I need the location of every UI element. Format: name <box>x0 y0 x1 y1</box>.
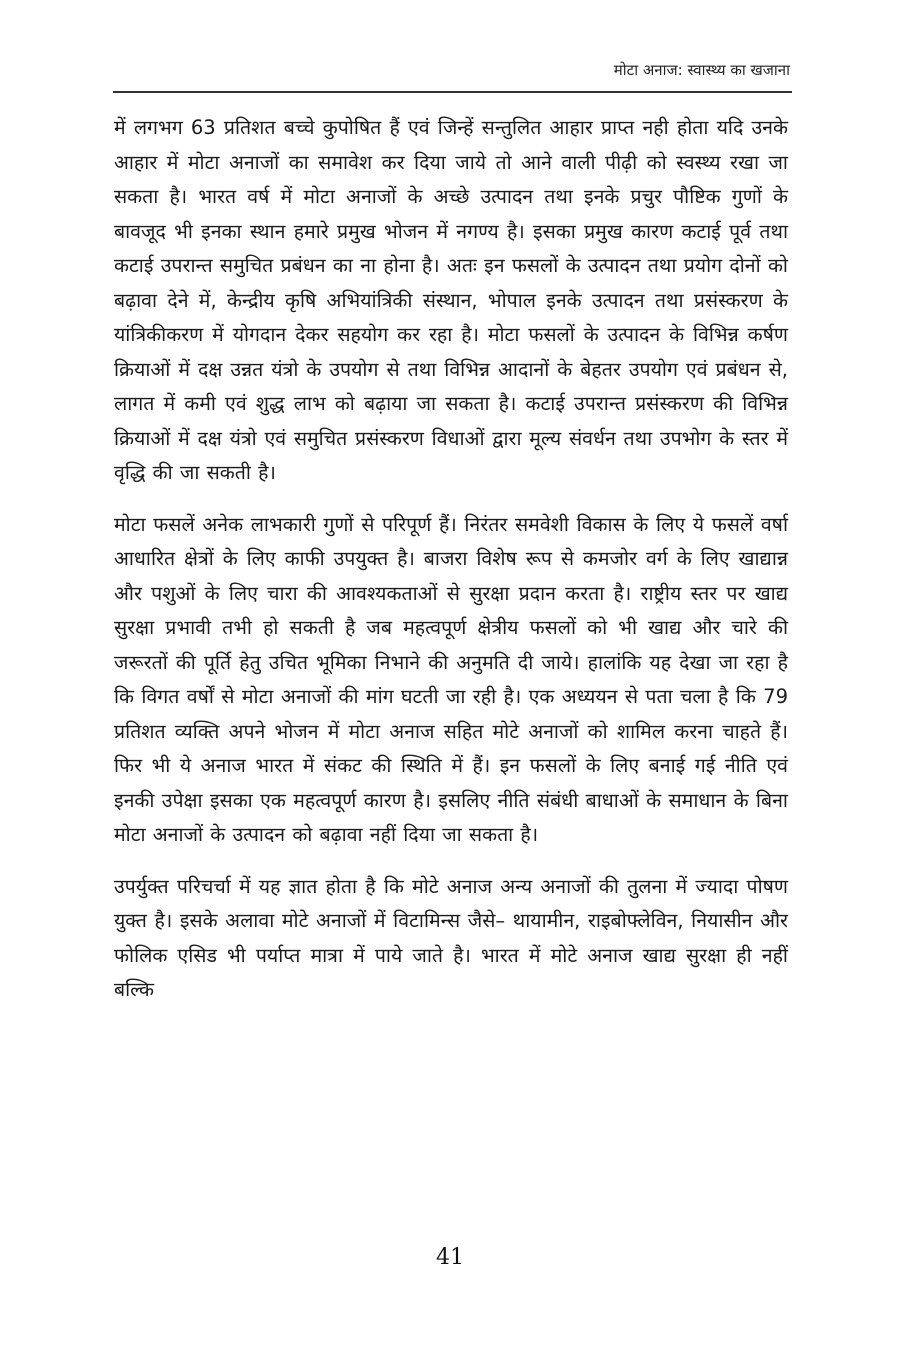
paragraph-3: उपर्युक्त परिचर्चा में यह ज्ञात होता है कि मोटे अनाज अन्य अनाजों की तुलना में ज्यादा पोषण युक्त है। इसके अलावा मोटे अनाजों में विटामिन्स जैसे– थायामीन, राइबोफ्लेविन, नियासीन और फोलिक एसिड भी पर्याप्त मात्रा में पाये जाते है। भारत में मोटे अनाज खाद्य सुरक्षा ही नहीं बल्कि <box>114 874 788 1001</box>
running-header: मोटा अनाज: स्वास्थ्य का खजाना <box>613 61 790 79</box>
body-text <box>114 111 788 1025</box>
paragraph-2: मोटा फसलें अनेक लाभकारी गुणों से परिपूर्ण हैं। निरंतर समवेशी विकास के लिए ये फसलें वर्षा आधारित क्षेत्रों के लिए काफी उपयुक्त है। बाजरा विशेष रूप से कमजोर वर्ग के लिए खाद्यान्न और पशुओं के लिए चारा की आवश्यकताओं से सुरक्षा प्रदान करता है। राष्ट्रीय स्तर पर खाद्य सुरक्षा प्रभावी तभी हो सकती है जब महत्वपूर्ण क्षेत्रीय फसलों को भी खाद्य और चारे की जरूरतों की पूर्ति हेतु उचित भूमिका निभाने की अनुमति दी जाये। हालांकि यह देखा जा रहा है कि विगत वर्षों से मोटा अनाजों की मांग घटती जा रही है। एक अध्ययन से पता चला है कि 79 प्रतिशत व्यक्ति अपने भोजन में मोटा अनाज सहित मोटे अनाजों को शामिल करना चाहते हैं। फिर भी ये अनाज भारत में संकट की स्थिति में हैं। इन फसलों के लिए बनाई गई नीति एवं इनकी उपेक्षा इसका एक महत्वपूर्ण कारण है। इसलिए नीति संबंधी बाधाओं के समाधान के बिना मोटा अनाजों के उत्पादन को बढ़ावा नहीं दिया जा सकता है। <box>114 512 788 846</box>
header-divider <box>113 91 792 93</box>
page-number: 41 <box>436 1245 464 1270</box>
paragraph-1: में लगभग 63 प्रतिशत बच्चे कुपोषित हैं एवं जिन्हें सन्तुलित आहार प्राप्त नही होता यदि उनके आहार में मोटा अनाजों का समावेश कर दिया जाये तो आने वाली पीढ़ी को स्वस्थ्य रखा जा सकता है। भारत वर्ष में मोटा अनाजों के अच्छे उत्पादन तथा इनके प्रचुर पौष्टिक गुणों के बावजूद भी इनका स्थान हमारे प्रमुख भोजन में नगण्य है। इसका प्रमुख कारण कटाई पूर्व तथा कटाई उपरान्त समुचित प्रबंधन का ना होना है। अतः इन फसलों के उत्पादन तथा प्रयोग दोनों को बढ़ावा देने में, केन्द्रीय कृषि अभियांत्रिकी संस्थान, भोपाल इनके उत्पादन तथा प्रसंस्करण के यांत्रिकीकरण में योगदान देकर सहयोग कर रहा है। मोटा फसलों के उत्पादन के विभिन्न कर्षण क्रियाओं में दक्ष उन्नत यंत्रो के उपयोग से तथा विभिन्न आदानों के बेहतर उपयोग एवं प्रबंधन से, लागत में कमी एवं शुद्ध लाभ को बढ़ाया जा सकता है। कटाई उपरान्त प्रसंस्करण की विभिन्न क्रियाओं में दक्ष यंत्रो एवं समुचित प्रसंस्करण विधाओं द्वारा मूल्य संवर्धन तथा उपभोग के स्तर में वृद्धि की जा सकती है। <box>114 116 788 484</box>
